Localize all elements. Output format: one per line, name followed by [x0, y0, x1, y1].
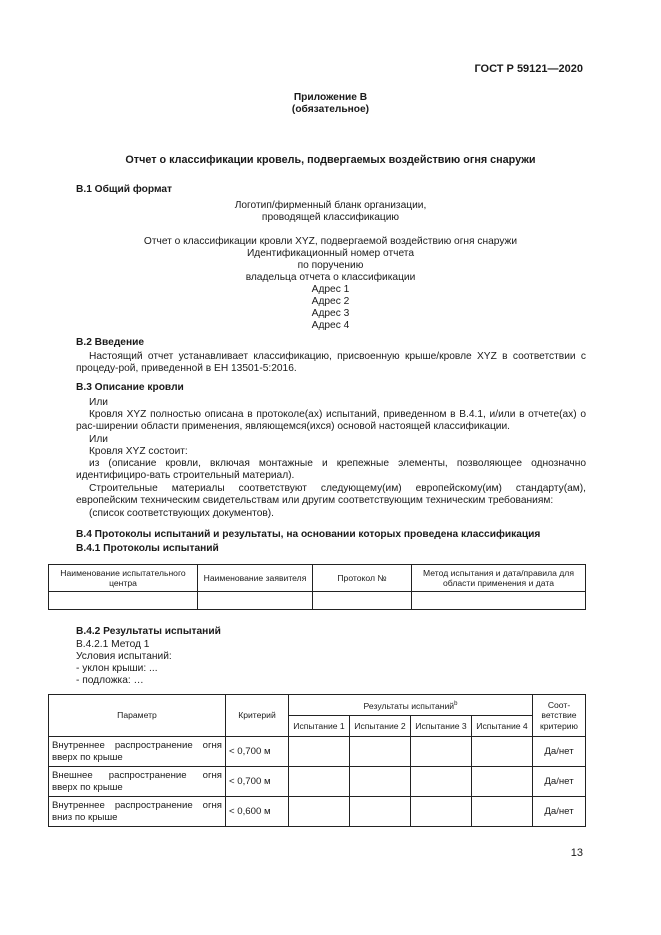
param-cell: Внутреннее распространение огня вниз по крыше [49, 797, 226, 827]
report-id-line: Идентификационный номер отчета [246, 248, 415, 259]
col-match: Соот-ветствие критерию [533, 695, 586, 737]
col-criterion: Критерий [226, 695, 289, 737]
col-test-4: Испытание 4 [472, 716, 533, 737]
on-behalf-line: по поручению [297, 260, 364, 271]
cell-empty [412, 592, 586, 610]
section-b3-p5: из (описание кровли, включая монтажные и крепежные элементы, позволяющее однозначно идентифициро-вать строительный материал). [76, 458, 586, 482]
col-protocol: Протокол № [313, 565, 412, 592]
col-method: Метод испытания и дата/правила для области применения и дата [412, 565, 586, 592]
page-number: 13 [570, 847, 583, 859]
col-results: Результаты испытаний$^b$ [289, 695, 533, 716]
section-b4-heading: В.4 Протоколы испытаний и результаты, на основании которых проведена классификация [76, 529, 541, 540]
standard-number: ГОСТ Р 59121—2020 [474, 63, 583, 75]
report-line: Отчет о классификации кровли XYZ, подвергаемой воздействию огня снаружи [143, 236, 518, 247]
criterion-cell: < 0,600 м [226, 797, 289, 827]
section-b41-heading: В.4.1 Протоколы испытаний [76, 543, 219, 554]
conditions-label: Условия испытаний: [76, 651, 172, 662]
logo-line-2: проводящей классификацию [261, 212, 400, 223]
col-applicant: Наименование заявителя [198, 565, 313, 592]
param-cell: Внутреннее распространение огня вверх по крыше [49, 737, 226, 767]
col-test-2: Испытание 2 [350, 716, 411, 737]
substrate-label: - подложка: … [76, 675, 144, 686]
annex-subtitle: (обязательное) [291, 104, 370, 115]
section-b3-heading: В.3 Описание кровли [76, 382, 184, 393]
table-header-row [49, 565, 586, 592]
criterion-cell: < 0,700 м [226, 767, 289, 797]
address-2: Адрес 2 [311, 296, 350, 307]
table-header-row [49, 695, 586, 716]
table-row [49, 767, 586, 797]
match-cell: Да/нет [533, 767, 586, 797]
col-parameter: Параметр [49, 695, 226, 737]
address-1: Адрес 1 [311, 284, 350, 295]
section-b42-heading: В.4.2 Результаты испытаний [76, 626, 221, 637]
section-b2-text: Настоящий отчет устанавливает классификацию, присвоенную крыше/кровле XYZ в соответствии с процеду-рой, приведенной в ЕН 13501-5:2016. [76, 351, 586, 375]
cell-empty [198, 592, 313, 610]
criterion-cell: < 0,700 м [226, 737, 289, 767]
section-b3-p6: Строительные материалы соответствуют следующему(им) европейскому(им) стандарту(ам), европейским техническим свидетельствам или другим соответствующим техническим требованиям: [76, 483, 586, 507]
test-results-table [48, 694, 586, 827]
match-cell: Да/нет [533, 737, 586, 767]
test-reports-table [48, 564, 586, 610]
table-row [49, 592, 586, 610]
section-b3-p4: Кровля XYZ состоит: [89, 446, 188, 457]
cell-empty [49, 592, 198, 610]
col-test-1: Испытание 1 [289, 716, 350, 737]
match-cell: Да/нет [533, 797, 586, 827]
param-cell: Внешнее распространение огня вверх по крыше [49, 767, 226, 797]
owner-line: владельца отчета о классификации [245, 272, 416, 283]
method-1-label: В.4.2.1 Метод 1 [76, 639, 150, 650]
section-b3-or-2: Или [89, 434, 108, 445]
annex-title: Приложение В [293, 92, 368, 103]
section-b2-heading: В.2 Введение [76, 337, 145, 348]
section-b3-p7: (список соответствующих документов). [89, 508, 275, 519]
roof-slope-label: - уклон крыши: ... [76, 663, 158, 674]
col-test-center: Наименование испытательного центра [49, 565, 198, 592]
table-row [49, 737, 586, 767]
address-3: Адрес 3 [311, 308, 350, 319]
report-title: Отчет о классификации кровель, подвергаемых воздействию огня снаружи [125, 154, 536, 166]
section-b3-p2: Кровля XYZ полностью описана в протоколе(ах) испытаний, приведенном в В.4.1, и/или в отчете(ах) о рас-ширении области применения, являющемся(ихся) основой настоящей классификации. [76, 409, 586, 433]
cell-empty [313, 592, 412, 610]
logo-line-1: Логотип/фирменный бланк организации, [234, 200, 427, 211]
section-b3-or-1: Или [89, 397, 108, 408]
col-test-3: Испытание 3 [411, 716, 472, 737]
table-row [49, 797, 586, 827]
address-4: Адрес 4 [311, 320, 350, 331]
section-b1-heading: В.1 Общий формат [76, 184, 172, 195]
